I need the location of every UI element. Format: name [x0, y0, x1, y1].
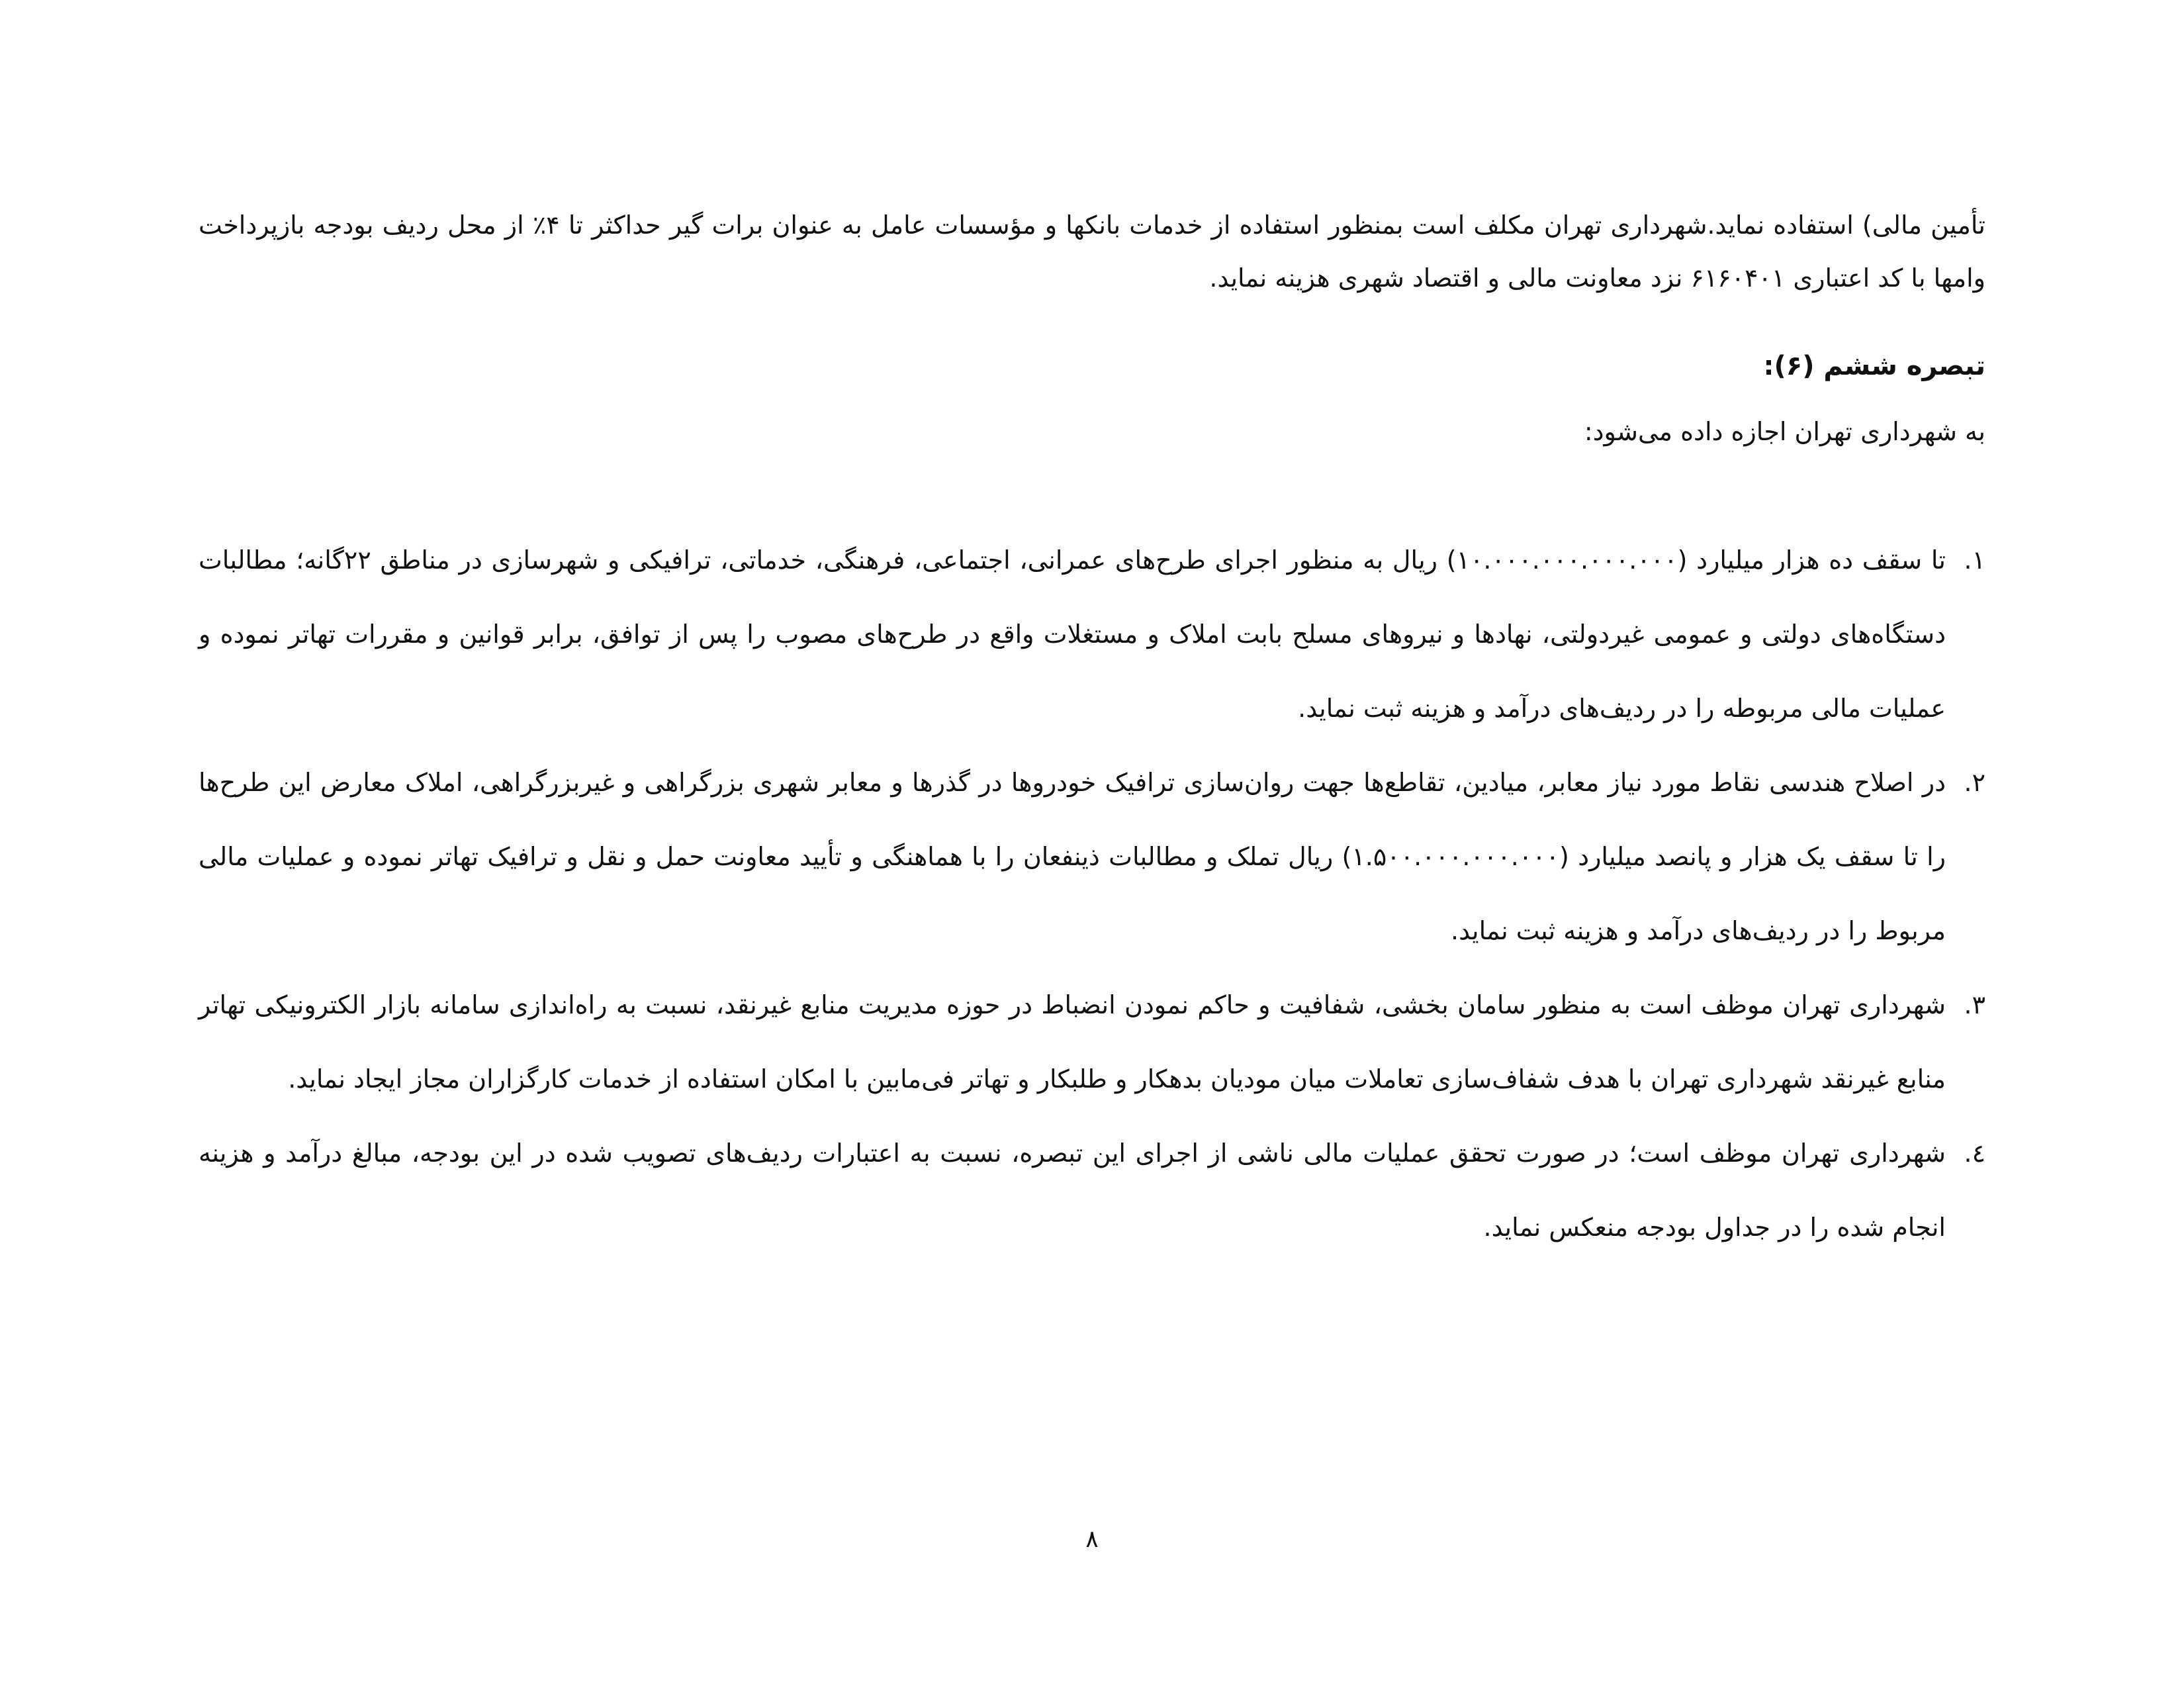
list-item-number: ۳.	[1964, 990, 1985, 1019]
section-heading: تبصره ششم (۶):	[1763, 351, 1985, 381]
page-number: ۸	[1085, 1526, 1099, 1553]
list-item	[199, 523, 1985, 745]
list-item-text: تا سقف ده هزار میلیارد (۱۰.۰۰۰.۰۰۰.۰۰۰.۰۰۰) ریال به منظور اجرای طرح‌های عمرانی، اجتماعی، فرهنگی، خدماتی، ترافیکی و شهرسازی در مناطق ۲۲گانه؛ مطالبات دستگاه‌های دولتی و عمومی غیردولتی، نهادها و نیروهای مسلح بابت املاک و مستغلات واقع در طرح‌های مصوب را پس از توافق، برابر قوانین و مقررات تهاتر نموده و عملیات مالی مربوطه را در ردیف‌های درآمد و هزینه ثبت نماید.	[199, 545, 1946, 723]
intro-paragraph: تأمین مالی) استفاده نماید.شهرداری تهران مکلف است بمنظور استفاده از خدمات بانکها و مؤسسات عامل به عنوان برات گیر حداکثر تا ۴٪ از محل ردیف بودجه بازپرداخت وامها با کد اعتباری ۶۱۶۰۴۰۱ نزد معاونت مالی و اقتصاد شهری هزینه نماید.	[199, 211, 1985, 293]
list-item	[199, 1116, 1985, 1264]
list-item-number: ۱.	[1964, 545, 1985, 575]
list-item-text: شهرداری تهران موظف است به منظور سامان بخشی، شفافیت و حاکم نمودن انضباط در حوزه مدیریت منابع غیرنقد، نسبت به راه‌اندازی سامانه بازار الکترونیکی تهاتر منابع غیرنقد شهرداری تهران با هدف شفاف‌سازی تعاملات میان مودیان بدهکار و طلبکار و تهاتر فی‌مابین با امکان استفاده از خدمات کارگزاران مجاز ایجاد نماید.	[199, 990, 1946, 1094]
list-item	[199, 745, 1985, 968]
list-item-number: ۲.	[1964, 768, 1985, 797]
list-item-text: شهرداری تهران موظف است؛ در صورت تحقق عملیات مالی ناشی از اجرای این تبصره، نسبت به اعتبارات ردیف‌های تصویب شده در این بودجه، مبالغ درآمد و هزینه انجام شده را در جداول بودجه منعکس نماید.	[199, 1139, 1946, 1242]
list-item-text: در اصلاح هندسی نقاط مورد نیاز معابر، میادین، تقاطع‌ها جهت روان‌سازی ترافیک خودروها در گذرها و معابر شهری بزرگراهی و غیربزرگراهی، املاک معارض این طرح‌ها را تا سقف یک هزار و پانصد میلیارد (۱.۵۰۰.۰۰۰.۰۰۰.۰۰۰) ریال تملک و مطالبات ذینفعان را با هماهنگی و تأیید معاونت حمل و نقل و ترافیک تهاتر نموده و عملیات مالی مربوط را در ردیف‌های درآمد و هزینه ثبت نماید.	[199, 768, 1946, 945]
provisions-list	[199, 523, 1985, 1264]
section-subheading: به شهرداری تهران اجازه داده می‌شود:	[1584, 417, 1985, 446]
list-item-number: ٤.	[1964, 1139, 1985, 1168]
list-item	[199, 968, 1985, 1116]
